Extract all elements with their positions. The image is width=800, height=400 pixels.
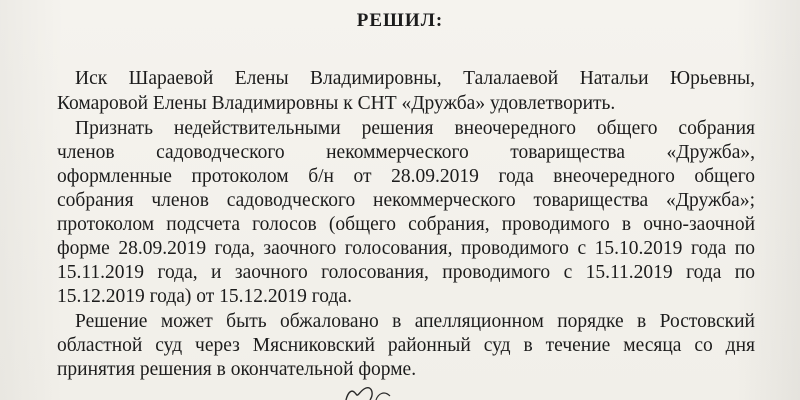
text-line-7: протоколом подсчета голосов (общего собрания, проводимого в очно-заочной [57,214,755,235]
text-line-6: собрания членов садоводческого некоммерческого товарищества «Дружба»; [57,190,755,211]
text-line-8: форме 28.09.2019 года, заочного голосования, проводимого с 15.10.2019 года по [57,238,755,259]
text-line-11: Решение может быть обжаловано в апелляционном порядке в Ростовский [75,311,755,332]
signature-mark [340,384,400,400]
text-line-3: Признать недействительными решения внеочередного общего собрания [75,118,755,139]
decision-heading: РЕШИЛ: [356,10,444,31]
text-line-9: 15.11.2019 года, и заочного голосования, проводимого с 15.11.2019 года по [57,262,755,283]
text-line-5: оформленные протоколом б/н от 28.09.2019 года внеочередного общего [57,166,755,187]
text-line-13: принятия решения в окончательной форме. [57,359,417,380]
text-line-1: Иск Шараевой Елены Владимировны, Талалаевой Натальи Юрьевны, [75,68,755,89]
text-line-4: членов садоводческого некоммерческого товарищества «Дружба», [57,142,755,163]
text-line-2: Комаровой Елены Владимировны к СНТ «Дружба» удовлетворить. [57,93,616,114]
text-line-12: областной суд через Мясниковский районный суд в течение месяца со дня [57,335,755,356]
text-line-10: 15.12.2019 года) от 15.12.2019 года. [57,286,352,307]
